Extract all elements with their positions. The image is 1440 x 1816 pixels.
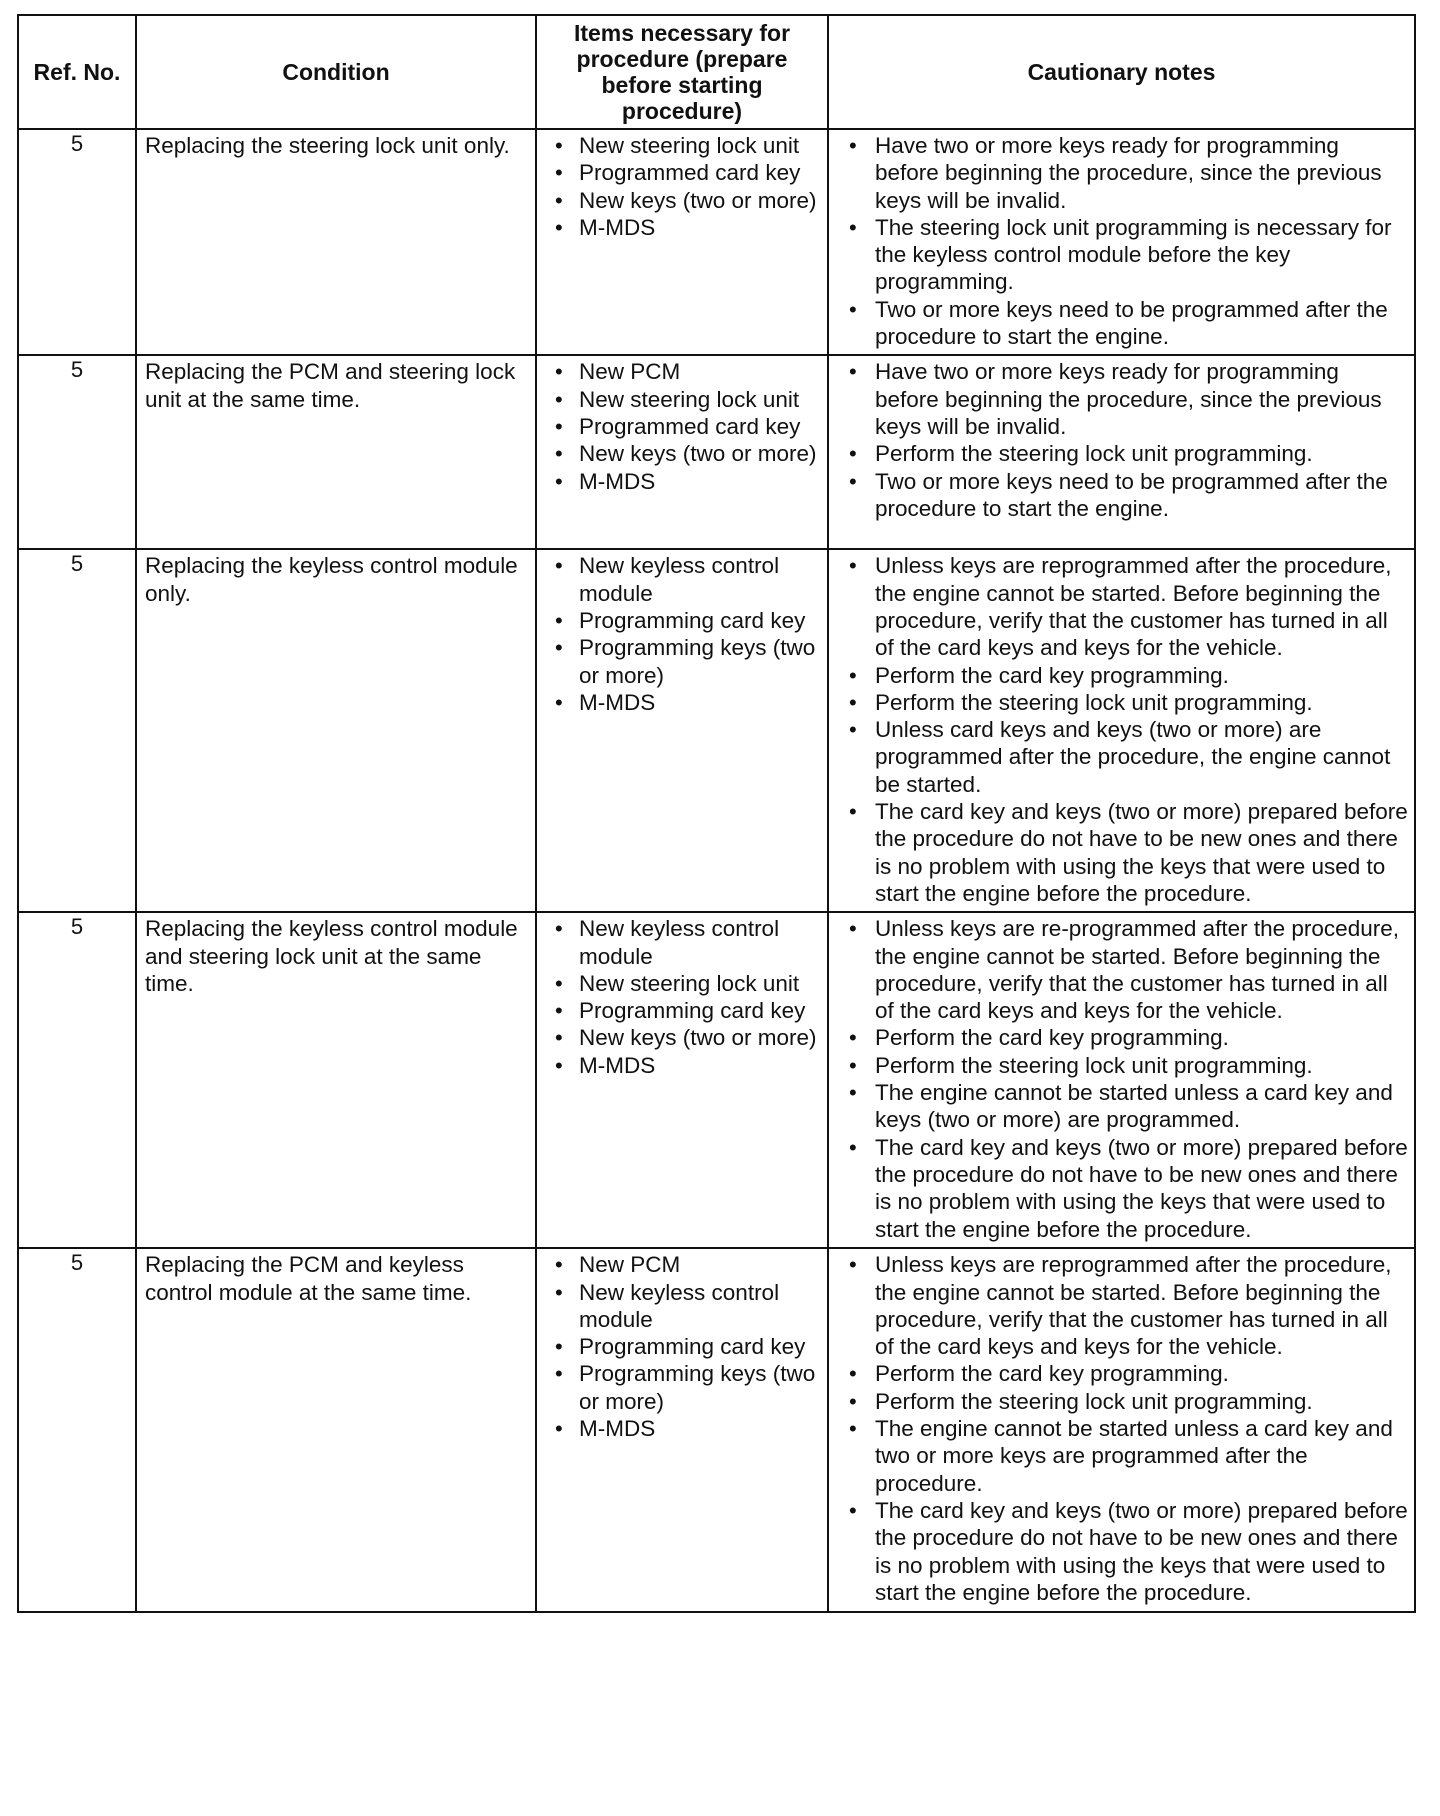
note-bullet: • Perform the card key programming. [835, 1024, 1408, 1051]
note-bullet: • Have two or more keys ready for programming before beginning the procedure, since the previous keys will be invalid. [835, 358, 1408, 440]
header-items: Items necessary for procedure (prepare before starting procedure) [536, 15, 828, 129]
items-list [543, 132, 821, 241]
table-row [18, 912, 1415, 1248]
note-bullet: • Perform the steering lock unit programming. [835, 689, 1408, 716]
items-cell [536, 549, 828, 912]
item-bullet: • New steering lock unit [543, 386, 821, 413]
note-bullet: • Have two or more keys ready for programming before beginning the procedure, since the previous keys will be invalid. [835, 132, 1408, 214]
ref-no-cell: 5 [18, 1248, 136, 1612]
notes-list [835, 1251, 1408, 1606]
item-bullet: • M-MDS [543, 1052, 821, 1079]
note-bullet: • The card key and keys (two or more) prepared before the procedure do not have to be new ones and there is no problem with using the keys that were used to start the engine before the procedure. [835, 1134, 1408, 1243]
cautionary-notes-cell [828, 1248, 1415, 1612]
note-bullet: • The steering lock unit programming is necessary for the keyless control module before the key programming. [835, 214, 1408, 296]
notes-list [835, 358, 1408, 522]
item-bullet: • New PCM [543, 358, 821, 385]
item-bullet: • M-MDS [543, 1415, 821, 1442]
ref-no-cell: 5 [18, 912, 136, 1248]
table-header-row [18, 15, 1415, 129]
header-ref-no: Ref. No. [18, 15, 136, 129]
condition-cell: Replacing the keyless control module and steering lock unit at the same time. [136, 912, 536, 1248]
ref-no-cell: 5 [18, 355, 136, 549]
item-bullet: • Programming card key [543, 607, 821, 634]
item-bullet: • New keys (two or more) [543, 187, 821, 214]
condition-cell: Replacing the PCM and keyless control module at the same time. [136, 1248, 536, 1612]
notes-list [835, 552, 1408, 907]
items-list [543, 552, 821, 716]
item-bullet: • Programmed card key [543, 413, 821, 440]
table-row [18, 549, 1415, 912]
note-bullet: • Perform the steering lock unit programming. [835, 440, 1408, 467]
items-list [543, 915, 821, 1079]
notes-list [835, 132, 1408, 350]
note-bullet: • The engine cannot be started unless a card key and two or more keys are programmed after the procedure. [835, 1415, 1408, 1497]
note-bullet: • The card key and keys (two or more) prepared before the procedure do not have to be new ones and there is no problem with using the keys that were used to start the engine before the procedure. [835, 1497, 1408, 1606]
note-bullet: • Two or more keys need to be programmed after the procedure to start the engine. [835, 296, 1408, 351]
item-bullet: • M-MDS [543, 689, 821, 716]
ref-no-cell: 5 [18, 549, 136, 912]
note-bullet: • Perform the card key programming. [835, 662, 1408, 689]
note-bullet: • Unless card keys and keys (two or more) are programmed after the procedure, the engine cannot be started. [835, 716, 1408, 798]
condition-cell: Replacing the keyless control module only. [136, 549, 536, 912]
header-cautionary-notes: Cautionary notes [828, 15, 1415, 129]
procedure-sheet [17, 14, 1414, 1613]
notes-list [835, 915, 1408, 1243]
item-bullet: • Programming card key [543, 997, 821, 1024]
cautionary-notes-cell [828, 355, 1415, 549]
note-bullet: • The card key and keys (two or more) prepared before the procedure do not have to be new ones and there is no problem with using the keys that were used to start the engine before the procedure. [835, 798, 1408, 907]
procedure-table [17, 14, 1416, 1613]
item-bullet: • Programming card key [543, 1333, 821, 1360]
ref-no-cell: 5 [18, 129, 136, 355]
table-body [18, 129, 1415, 1612]
note-bullet: • Unless keys are reprogrammed after the procedure, the engine cannot be started. Before beginning the procedure, verify that the customer has turned in all of the card keys and keys for the vehicle. [835, 1251, 1408, 1360]
item-bullet: • Programming keys (two or more) [543, 634, 821, 689]
items-cell [536, 129, 828, 355]
note-bullet: • Unless keys are re-programmed after the procedure, the engine cannot be started. Before beginning the procedure, verify that the customer has turned in all of the card keys and keys for the vehicle. [835, 915, 1408, 1024]
item-bullet: • New keys (two or more) [543, 1024, 821, 1051]
condition-cell: Replacing the PCM and steering lock unit at the same time. [136, 355, 536, 549]
item-bullet: • M-MDS [543, 468, 821, 495]
note-bullet: • Perform the steering lock unit programming. [835, 1388, 1408, 1415]
item-bullet: • M-MDS [543, 214, 821, 241]
table-row [18, 355, 1415, 549]
items-cell [536, 355, 828, 549]
note-bullet: • Two or more keys need to be programmed after the procedure to start the engine. [835, 468, 1408, 523]
item-bullet: • New keys (two or more) [543, 440, 821, 467]
cautionary-notes-cell [828, 129, 1415, 355]
item-bullet: • New keyless control module [543, 552, 821, 607]
header-condition: Condition [136, 15, 536, 129]
table-row [18, 129, 1415, 355]
item-bullet: • New steering lock unit [543, 970, 821, 997]
item-bullet: • Programmed card key [543, 159, 821, 186]
item-bullet: • New PCM [543, 1251, 821, 1278]
note-bullet: • Unless keys are reprogrammed after the procedure, the engine cannot be started. Before beginning the procedure, verify that the customer has turned in all of the card keys and keys for the vehicle. [835, 552, 1408, 661]
item-bullet: • New keyless control module [543, 915, 821, 970]
note-bullet: • The engine cannot be started unless a card key and keys (two or more) are programmed. [835, 1079, 1408, 1134]
items-cell [536, 1248, 828, 1612]
table-row [18, 1248, 1415, 1612]
item-bullet: • Programming keys (two or more) [543, 1360, 821, 1415]
item-bullet: • New steering lock unit [543, 132, 821, 159]
items-list [543, 358, 821, 494]
items-list [543, 1251, 821, 1442]
note-bullet: • Perform the steering lock unit programming. [835, 1052, 1408, 1079]
item-bullet: • New keyless control module [543, 1279, 821, 1334]
condition-cell: Replacing the steering lock unit only. [136, 129, 536, 355]
cautionary-notes-cell [828, 549, 1415, 912]
items-cell [536, 912, 828, 1248]
note-bullet: • Perform the card key programming. [835, 1360, 1408, 1387]
cautionary-notes-cell [828, 912, 1415, 1248]
